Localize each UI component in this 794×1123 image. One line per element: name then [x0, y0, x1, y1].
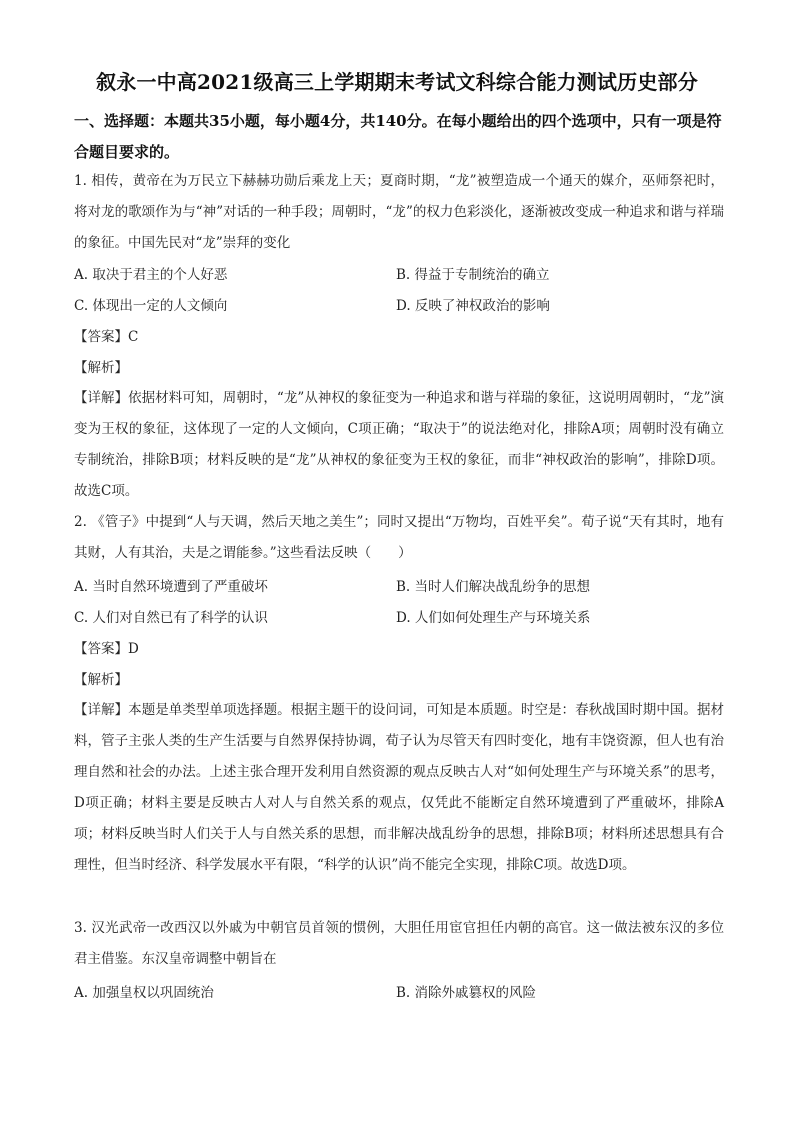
page-title: 叙永一中高2021级高三上学期期末考试文科综合能力测试历史部分 — [96, 70, 698, 94]
question-2-option-a: A. 当时自然环境遭到了严重破坏 — [74, 579, 268, 595]
section-heading: 一、选择题：本题共35小题，每小题4分，共140分。在每小题给出的四个选项中，只有一项是符合题目要求的。 — [74, 112, 722, 161]
question-2-stem: 2. 《管子》中提到“人与天调，然后天地之美生”；同时又提出“万物均，百姓平矣”。荀子说“天有其时，地有其财，人有其治，夫是之谓能参。”这些看法反映（ ） — [74, 514, 724, 561]
question-1-option-d: D. 反映了神权政治的影响 — [396, 298, 550, 314]
question-1-stem: 1. 相传，黄帝在为万民立下赫赫功勋后乘龙上天；夏商时期，“龙”被塑造成一个通天的媒介，巫师祭祀时，将对龙的歌颂作为与“神”对话的一种手段；周朝时，“龙”的权力色彩淡化，逐渐被改变成一种追求和谐与祥瑞的象征。中国先民对“龙”崇拜的变化 — [74, 173, 724, 251]
question-3-option-a: A. 加强皇权以巩固统治 — [74, 985, 214, 1001]
question-3-option-b: B. 消除外戚篡权的风险 — [396, 985, 537, 1001]
question-2-detail: 【详解】本题是单类型单项选择题。根据主题干的设问词，可知是本质题。时空是：春秋战国时期中国。据材料，管子主张人类的生产生活要与自然界保持协调，荀子认为尽管天有四时变化，地有丰饶资源，但人也有治理自然和社会的办法。上述主张合理开发利用自然资源的观点反映古人对“如何处理生产与环境关系”的思考，D项正确；材料主要是反映古人对人与自然关系的观点，仅凭此不能断定自然环境遭到了严重破坏，排除A项；材料反映当时人们关于人与自然关系的思想，而非解决战乱纷争的思想，排除B项；材料所述思想具有合理性，但当时经济、科学发展水平有限，“科学的认识”尚不能完全实现，排除C项。故选D项。 — [74, 702, 724, 873]
question-2-option-c: C. 人们对自然已有了科学的认识 — [74, 610, 268, 626]
question-2-option-d: D. 人们如何处理生产与环境关系 — [396, 610, 591, 626]
question-1-answer: 【答案】C — [74, 329, 139, 345]
question-1-analysis-label: 【解析】 — [74, 360, 128, 376]
question-1-option-a: A. 取决于君主的个人好恶 — [74, 267, 228, 283]
question-1-detail: 【详解】依据材料可知，周朝时，“龙”从神权的象征变为一种追求和谐与祥瑞的象征，这说明周朝时，“龙”演变为王权的象征，这体现了一定的人文倾向，C项正确；“取决于”的说法绝对化，排除A项；周朝时没有确立专制统治，排除B项；材料反映的是“龙”从神权的象征变为王权的象征，而非“神权政治的影响”，排除D项。故选C项。 — [74, 390, 724, 499]
question-1-option-c: C. 体现出一定的人文倾向 — [74, 298, 228, 314]
question-2-answer: 【答案】D — [74, 641, 139, 657]
question-2-option-b: B. 当时人们解决战乱纷争的思想 — [396, 579, 591, 595]
question-1-option-b: B. 得益于专制统治的确立 — [396, 267, 550, 283]
question-2-analysis-label: 【解析】 — [74, 672, 128, 688]
question-3-stem: 3. 汉光武帝一改西汉以外戚为中朝官员首领的惯例，大胆任用宦官担任内朝的高官。这一做法被东汉的多位君主借鉴。东汉皇帝调整中朝旨在 — [74, 920, 724, 967]
